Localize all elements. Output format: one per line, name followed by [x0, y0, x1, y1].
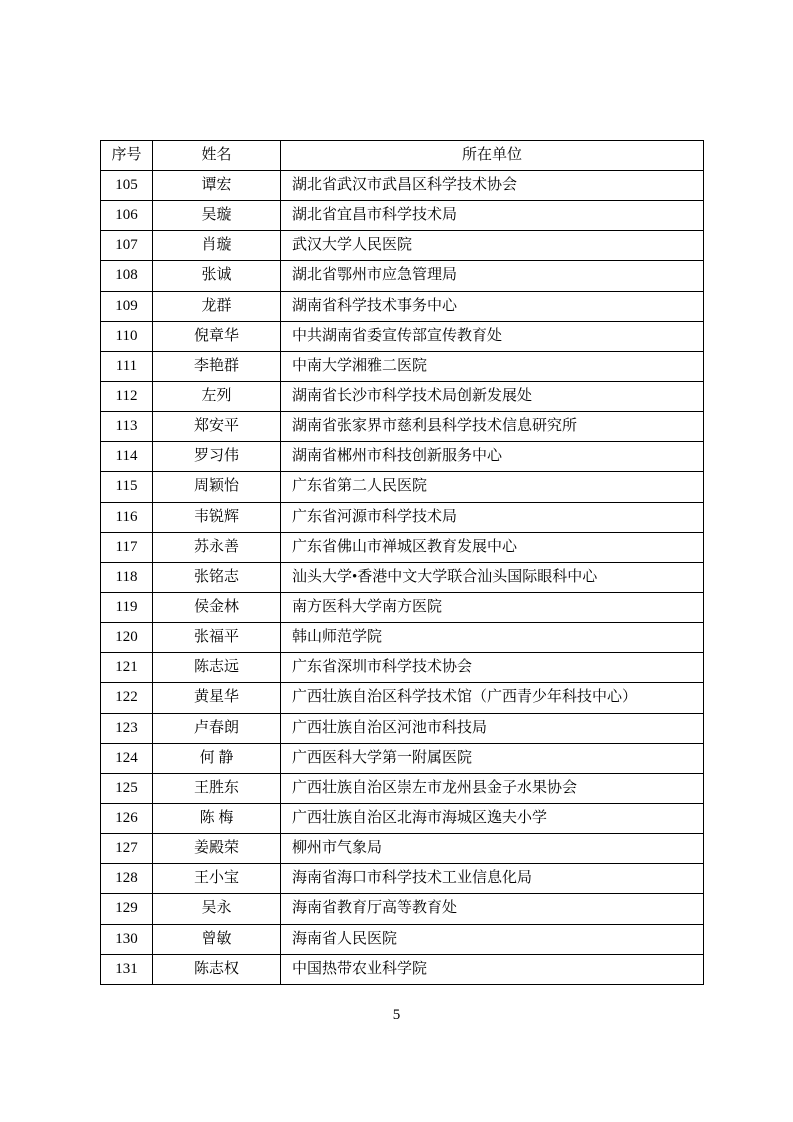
- name-cell: 吴永: [153, 894, 281, 924]
- org-cell: 湖南省郴州市科技创新服务中心: [281, 442, 704, 472]
- row-number-cell: 106: [101, 201, 153, 231]
- roster-table: [100, 140, 704, 985]
- row-number-cell: 119: [101, 592, 153, 622]
- table-row: [101, 623, 704, 653]
- org-cell: 广西壮族自治区河池市科技局: [281, 713, 704, 743]
- table-row: [101, 502, 704, 532]
- row-number-cell: 117: [101, 532, 153, 562]
- row-number-cell: 118: [101, 562, 153, 592]
- table-row: [101, 924, 704, 954]
- row-number-cell: 111: [101, 351, 153, 381]
- name-cell: 张诚: [153, 261, 281, 291]
- table-row: [101, 321, 704, 351]
- org-cell: 湖北省宜昌市科学技术局: [281, 201, 704, 231]
- org-cell: 广东省河源市科学技术局: [281, 502, 704, 532]
- name-cell: 肖璇: [153, 231, 281, 261]
- org-cell: 广西壮族自治区崇左市龙州县金子水果协会: [281, 773, 704, 803]
- name-cell: 韦锐辉: [153, 502, 281, 532]
- org-cell: 广西壮族自治区北海市海城区逸夫小学: [281, 803, 704, 833]
- header-cell-org: 所在单位: [281, 141, 704, 171]
- org-cell: 广西壮族自治区科学技术馆（广西青少年科技中心）: [281, 683, 704, 713]
- table-row: [101, 834, 704, 864]
- name-cell: 周颖怡: [153, 472, 281, 502]
- row-number-cell: 105: [101, 171, 153, 201]
- table-row: [101, 803, 704, 833]
- row-number-cell: 131: [101, 954, 153, 984]
- row-number-cell: 125: [101, 773, 153, 803]
- org-cell: 湖南省科学技术事务中心: [281, 291, 704, 321]
- table-row: [101, 954, 704, 984]
- table-row: [101, 412, 704, 442]
- name-cell: 倪章华: [153, 321, 281, 351]
- name-cell: 李艳群: [153, 351, 281, 381]
- name-cell: 王小宝: [153, 864, 281, 894]
- org-cell: 湖南省张家界市慈利县科学技术信息研究所: [281, 412, 704, 442]
- name-cell: 张铭志: [153, 562, 281, 592]
- name-cell: 王胜东: [153, 773, 281, 803]
- row-number-cell: 115: [101, 472, 153, 502]
- row-number-cell: 122: [101, 683, 153, 713]
- row-number-cell: 121: [101, 653, 153, 683]
- org-cell: 湖北省鄂州市应急管理局: [281, 261, 704, 291]
- name-cell: 卢春朗: [153, 713, 281, 743]
- table-row: [101, 864, 704, 894]
- table-row: [101, 743, 704, 773]
- row-number-cell: 110: [101, 321, 153, 351]
- name-cell: 姜殿荣: [153, 834, 281, 864]
- table-row: [101, 442, 704, 472]
- org-cell: 海南省人民医院: [281, 924, 704, 954]
- table-row: [101, 291, 704, 321]
- name-cell: 罗习伟: [153, 442, 281, 472]
- page-number: 5: [392, 1007, 401, 1023]
- name-cell: 陈志权: [153, 954, 281, 984]
- org-cell: 湖北省武汉市武昌区科学技术协会: [281, 171, 704, 201]
- row-number-cell: 126: [101, 803, 153, 833]
- table-row: [101, 201, 704, 231]
- row-number-cell: 129: [101, 894, 153, 924]
- table-row: [101, 894, 704, 924]
- org-cell: 武汉大学人民医院: [281, 231, 704, 261]
- name-cell: 苏永善: [153, 532, 281, 562]
- table-row: [101, 231, 704, 261]
- table-row: [101, 171, 704, 201]
- org-cell: 海南省海口市科学技术工业信息化局: [281, 864, 704, 894]
- name-cell: 陈 梅: [153, 803, 281, 833]
- name-cell: 侯金林: [153, 592, 281, 622]
- name-cell: 张福平: [153, 623, 281, 653]
- table-row: [101, 351, 704, 381]
- name-cell: 何 静: [153, 743, 281, 773]
- org-cell: 广东省佛山市禅城区教育发展中心: [281, 532, 704, 562]
- name-cell: 吴璇: [153, 201, 281, 231]
- org-cell: 柳州市气象局: [281, 834, 704, 864]
- row-number-cell: 123: [101, 713, 153, 743]
- row-number-cell: 124: [101, 743, 153, 773]
- org-cell: 海南省教育厅高等教育处: [281, 894, 704, 924]
- org-cell: 韩山师范学院: [281, 623, 704, 653]
- org-cell: 南方医科大学南方医院: [281, 592, 704, 622]
- row-number-cell: 128: [101, 864, 153, 894]
- row-number-cell: 113: [101, 412, 153, 442]
- table-row: [101, 261, 704, 291]
- org-cell: 中南大学湘雅二医院: [281, 351, 704, 381]
- row-number-cell: 112: [101, 381, 153, 411]
- org-cell: 广东省第二人民医院: [281, 472, 704, 502]
- table-row: [101, 472, 704, 502]
- name-cell: 左列: [153, 381, 281, 411]
- org-cell: 中国热带农业科学院: [281, 954, 704, 984]
- table-row: [101, 713, 704, 743]
- name-cell: 陈志远: [153, 653, 281, 683]
- table-row: [101, 381, 704, 411]
- row-number-cell: 114: [101, 442, 153, 472]
- row-number-cell: 130: [101, 924, 153, 954]
- org-cell: 广西医科大学第一附属医院: [281, 743, 704, 773]
- table-row: [101, 562, 704, 592]
- header-cell-number: 序号: [101, 141, 153, 171]
- row-number-cell: 109: [101, 291, 153, 321]
- name-cell: 谭宏: [153, 171, 281, 201]
- name-cell: 郑安平: [153, 412, 281, 442]
- name-cell: 黄星华: [153, 683, 281, 713]
- row-number-cell: 120: [101, 623, 153, 653]
- table-row: [101, 683, 704, 713]
- table-header-row: [101, 141, 704, 171]
- name-cell: 曾敏: [153, 924, 281, 954]
- row-number-cell: 108: [101, 261, 153, 291]
- row-number-cell: 107: [101, 231, 153, 261]
- name-cell: 龙群: [153, 291, 281, 321]
- table-row: [101, 773, 704, 803]
- row-number-cell: 116: [101, 502, 153, 532]
- org-cell: 湖南省长沙市科学技术局创新发展处: [281, 381, 704, 411]
- row-number-cell: 127: [101, 834, 153, 864]
- table-row: [101, 592, 704, 622]
- org-cell: 中共湖南省委宣传部宣传教育处: [281, 321, 704, 351]
- header-cell-name: 姓名: [153, 141, 281, 171]
- org-cell: 广东省深圳市科学技术协会: [281, 653, 704, 683]
- table-row: [101, 532, 704, 562]
- org-cell: 汕头大学•香港中文大学联合汕头国际眼科中心: [281, 562, 704, 592]
- table-row: [101, 653, 704, 683]
